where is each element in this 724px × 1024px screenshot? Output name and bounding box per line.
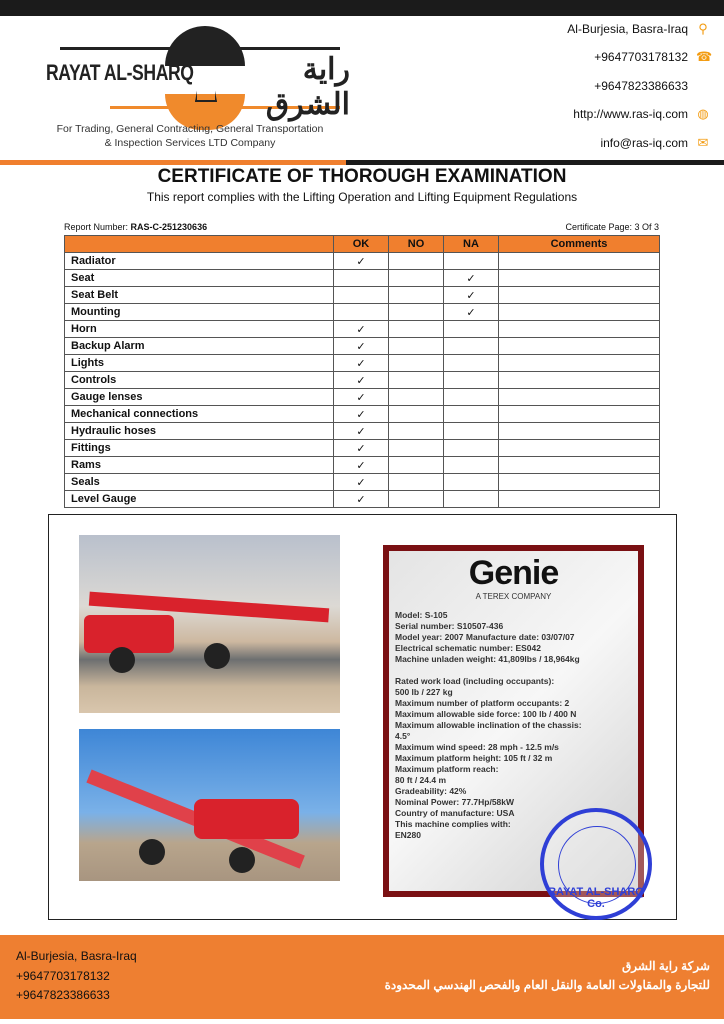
item-name: Controls [65, 372, 334, 389]
item-name: Gauge lenses [65, 389, 334, 406]
nameplate-company: A TEREX COMPANY [475, 592, 552, 601]
nameplate-brand: Genie [468, 554, 559, 592]
item-name: Seat [65, 270, 334, 287]
item-name: Mechanical connections [65, 406, 334, 423]
divider-orange [0, 160, 346, 165]
cell-ok: ✓ [334, 474, 389, 491]
table-row [65, 304, 660, 321]
item-name: Seat Belt [65, 287, 334, 304]
address-text: Al-Burjesia, Basra-Iraq [567, 22, 688, 36]
cell-no [389, 338, 444, 355]
inspection-table [64, 235, 660, 508]
cell-comments [499, 457, 660, 474]
cell-comments [499, 491, 660, 508]
top-bar [0, 0, 724, 16]
item-name: Lights [65, 355, 334, 372]
cell-no [389, 321, 444, 338]
cell-ok [334, 287, 389, 304]
table-row [65, 389, 660, 406]
cell-na [444, 406, 499, 423]
contact-address [567, 22, 710, 36]
item-name: Rams [65, 457, 334, 474]
cell-na [444, 253, 499, 270]
envelope-icon: ✉ [697, 135, 709, 150]
cell-comments [499, 389, 660, 406]
item-name: Fittings [65, 440, 334, 457]
nameplate-line: Serial number: S10507-436 [395, 621, 504, 631]
nameplate-line: Maximum number of platform occupants: 2 [395, 698, 570, 708]
item-name: Horn [65, 321, 334, 338]
cell-ok: ✓ [334, 440, 389, 457]
header-na: NA [444, 236, 499, 253]
cell-ok: ✓ [334, 372, 389, 389]
cell-comments [499, 270, 660, 287]
certificate-page: Certificate Page: 3 Of 3 [565, 222, 659, 232]
contact-phone-1 [594, 49, 713, 64]
cell-na [444, 423, 499, 440]
report-number [64, 222, 207, 232]
item-name: Backup Alarm [65, 338, 334, 355]
nameplate-line: 80 ft / 24.4 m [395, 775, 447, 785]
footer-phone-2: +9647823386633 [16, 988, 110, 1002]
nameplate-line: Nominal Power: 77.7Hp/58kW [395, 797, 515, 807]
nameplate-line: Country of manufacture: USA [395, 808, 515, 818]
cell-no [389, 406, 444, 423]
footer-company-ar: شركة راية الشرق [621, 959, 710, 973]
cell-na [444, 372, 499, 389]
nameplate-line: 4.5° [395, 731, 411, 741]
cell-no [389, 389, 444, 406]
logo-text-ar: راية الشرق [265, 53, 350, 121]
stamp-text: RAYAT AL-SHARQ Co. [548, 886, 644, 910]
item-name: Radiator [65, 253, 334, 270]
nameplate-line: Machine unladen weight: 41,809lbs / 18,964kg [395, 654, 580, 664]
header-item [65, 236, 334, 253]
header-no: NO [389, 236, 444, 253]
cell-ok: ✓ [334, 355, 389, 372]
nameplate-line: Electrical schematic number: ES042 [395, 643, 541, 653]
phone-text: +9647823386633 [594, 79, 688, 93]
cell-comments [499, 440, 660, 457]
nameplate-line: EN280 [395, 830, 421, 840]
cell-na [444, 474, 499, 491]
table-row [65, 270, 660, 287]
nameplate-line: Maximum allowable side force: 100 lb / 400 N [395, 709, 577, 719]
cell-comments [499, 287, 660, 304]
cell-ok: ✓ [334, 457, 389, 474]
cell-no [389, 304, 444, 321]
cell-na [444, 355, 499, 372]
footer-address: Al-Burjesia, Basra-Iraq [16, 949, 137, 963]
cell-no [389, 287, 444, 304]
cell-comments [499, 406, 660, 423]
nameplate-line: Maximum platform height: 105 ft / 32 m [395, 753, 553, 763]
cell-na [444, 457, 499, 474]
cell-comments [499, 474, 660, 491]
cell-na [444, 321, 499, 338]
cell-ok: ✓ [334, 389, 389, 406]
table-row [65, 406, 660, 423]
table-row [65, 321, 660, 338]
table-row [65, 355, 660, 372]
header-comments: Comments [499, 236, 660, 253]
cell-na: ✓ [444, 270, 499, 287]
table-row [65, 423, 660, 440]
nameplate-line: Maximum allowable inclination of the chassis: [395, 720, 582, 730]
cell-ok: ✓ [334, 253, 389, 270]
cell-no [389, 372, 444, 389]
nameplate-line: 500 lb / 227 kg [395, 687, 453, 697]
item-name: Hydraulic hoses [65, 423, 334, 440]
cell-comments [499, 304, 660, 321]
cell-ok [334, 270, 389, 287]
report-number-label: Report Number: [64, 222, 131, 232]
cell-no [389, 423, 444, 440]
location-pin-icon: ⚲ [698, 21, 708, 36]
cell-no [389, 474, 444, 491]
cell-na [444, 389, 499, 406]
nameplate-line: Maximum platform reach: [395, 764, 499, 774]
item-name: Level Gauge [65, 491, 334, 508]
nameplate-line: Gradeability: 42% [395, 786, 467, 796]
logo-text-en: RAYAT AL-SHARQ [46, 60, 194, 85]
table-row [65, 491, 660, 508]
table-row [65, 287, 660, 304]
footer [0, 935, 724, 1019]
certificate-title: CERTIFICATE OF THOROUGH EXAMINATION [157, 166, 567, 187]
cell-no [389, 270, 444, 287]
cell-na [444, 440, 499, 457]
table-row [65, 338, 660, 355]
cell-ok: ✓ [334, 338, 389, 355]
certificate-subtitle: This report complies with the Lifting Operation and Lifting Equipment Regulations [146, 190, 578, 204]
cell-na [444, 491, 499, 508]
nameplate-line: Rated work load (including occupants): [395, 676, 555, 686]
email-link[interactable]: info@ras-iq.com [600, 136, 688, 150]
boom-lift-photo-1 [79, 535, 340, 713]
cell-comments [499, 253, 660, 270]
phone-text: +9647703178132 [594, 50, 688, 64]
table-row [65, 474, 660, 491]
header-ok: OK [334, 236, 389, 253]
cell-no [389, 440, 444, 457]
cell-ok: ✓ [334, 406, 389, 423]
tagline-line-2: & Inspection Services LTD Company [104, 137, 276, 149]
nameplate-line: Model year: 2007 Manufacture date: 03/07/07 [395, 632, 575, 642]
cell-comments [499, 423, 660, 440]
cell-ok [334, 304, 389, 321]
cell-ok: ✓ [334, 423, 389, 440]
cell-comments [499, 338, 660, 355]
nameplate-line: This machine complies with: [395, 819, 511, 829]
cell-ok: ✓ [334, 321, 389, 338]
table-row [65, 253, 660, 270]
cell-no [389, 491, 444, 508]
item-name: Mounting [65, 304, 334, 321]
item-name: Seals [65, 474, 334, 491]
footer-phone-1: +9647703178132 [16, 968, 110, 983]
cell-na: ✓ [444, 287, 499, 304]
company-tagline [40, 122, 340, 150]
nameplate-line: Maximum wind speed: 28 mph - 12.5 m/s [395, 742, 559, 752]
contact-phone-2 [594, 79, 688, 93]
table-row [65, 372, 660, 389]
contact-email[interactable] [600, 136, 710, 150]
cell-comments [499, 321, 660, 338]
company-stamp [540, 808, 652, 920]
tagline-line-1: For Trading, General Contracting, General Transportation [56, 123, 324, 135]
cell-no [389, 457, 444, 474]
globe-icon: ◍ [697, 106, 709, 121]
telephone-icon: ☎ [696, 49, 713, 64]
table-row [65, 457, 660, 474]
website-link[interactable]: http://www.ras-iq.com [573, 107, 688, 121]
boom-lift-photo-2 [79, 729, 340, 881]
nameplate-line: Model: S-105 [395, 610, 448, 620]
cell-no [389, 355, 444, 372]
table-row [65, 440, 660, 457]
table-header [65, 236, 660, 253]
cell-na [444, 338, 499, 355]
cell-ok: ✓ [334, 491, 389, 508]
contact-website[interactable] [573, 107, 710, 121]
cell-comments [499, 372, 660, 389]
cell-comments [499, 355, 660, 372]
company-logo [40, 22, 350, 122]
cell-no [389, 253, 444, 270]
footer-tagline-ar: للتجارة والمقاولات العامة والنقل العام والفحص الهندسي المحدودة [384, 978, 710, 992]
report-number-value: RAS-C-251230636 [130, 222, 208, 232]
divider-dark [346, 160, 724, 165]
nameplate-line [395, 665, 632, 676]
cell-na: ✓ [444, 304, 499, 321]
